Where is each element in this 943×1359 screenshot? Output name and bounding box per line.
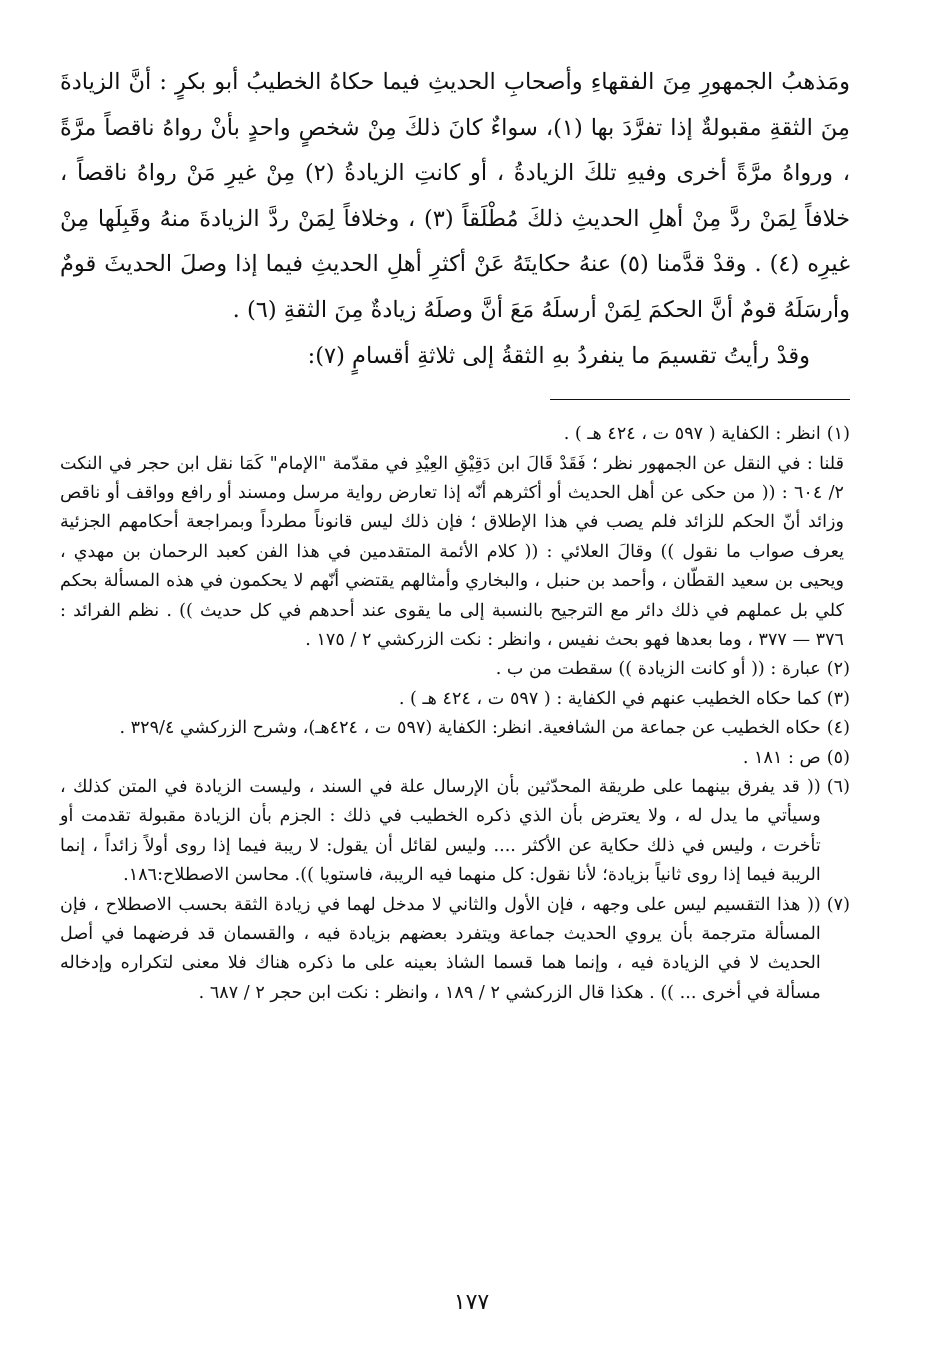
footnote-2 [60,655,850,684]
footnote-1-continuation [60,450,850,656]
footnote-7 [60,891,850,1009]
main-text [60,60,850,379]
footnote-5 [60,744,850,773]
footnote-text: (( قد يفرق بينهما على طريقة المحدّثين بأن الإرسال علة في السند ، وليست الزيادة في المتن كذلك ، وسيأتي ما يدل له ، ولا يعترض بأن الذي ذكره الخطيب في ذلك : الجزم بأن الزيادة مقبولة تقدمت أو تأخرت ، وليس في ذلك حكاية عن الأكثر .... وليس لقائل أن يقول: لا ريبة فيما إذا روى أولاً زائداً ، إنما الريبة فيما إذا روى ثانياً بزيادة؛ لأنا نقول: كل منهما فيه الريبة، فاستويا )). محاسن الاصطلاح:١٨٦. [60,777,821,886]
book-page [60,60,850,1008]
footnote-number: (٦) [826,777,850,798]
footnote-text: عبارة : (( أو كانت الزيادة )) سقطت من ب . [495,659,821,680]
footnote-1 [60,420,850,449]
footnote-number: (٣) [826,688,850,709]
footnote-number: (٥) [826,747,850,768]
footnote-text: حكاه الخطيب عن جماعة من الشافعية. انظر: الكفاية (٥٩٧ ت ، ٤٢٤هـ)، وشرح الزركشي ٣٢٩/٤ . [119,718,821,739]
footnote-number: (١) [826,424,850,445]
footnote-3 [60,685,850,714]
footnote-divider [550,399,850,400]
footnote-text: ص : ١٨١ . [742,747,821,768]
footnote-text: قلنا : في النقل عن الجمهور نظر ؛ فَقَدْ قَالَ ابن دَقِيْقِ العِيْدِ في مقدّمة "الإمام" كَمَا نقل ابن حجر في النكت ٢/ ٦٠٤ : (( من حكى عن أهل الحديث أو أكثرهم أنّه إذا تعارض رواية مرسل ومسند أو رافع وواقف أو ناقص وزائد أنّ الحكم للزائد فلم يصب في هذا الإطلاق ؛ فإن ذلك ليس قانوناً مطرداً وبمراجعة أحكامهم الجزئية يعرف صواب ما نقول )) وقالَ العلائي : (( كلام الأئمة المتقدمين في هذا الفن كعبد الرحمان بن مهدي ، ويحيى بن سعيد القطّان ، وأحمد بن حنبل ، والبخاري وأمثالهم يقتضي أنّهم لا يحكمون في هذه المسألة بحكم كلي بل عملهم في ذلك دائر مع الترجيح بالنسبة إلى ما يقوى عند أحدهم في كل حديث )) . نظم الفرائد : ٣٧٦ — ٣٧٧ ، وما بعدها فهو بحث نفيس ، وانظر : نكت الزركشي ٢ / ١٧٥ . [60,453,844,650]
footnote-number: (٧) [826,894,850,915]
page-number: ١٧٧ [453,1290,490,1315]
footnote-text: (( هذا التقسيم ليس على وجهه ، فإن الأول والثاني لا مدخل لهما في زيادة الثقة بحسب الاصطلاح ، فإن المسألة مترجمة بأن يروي الحديث جماعة ويتفرد بعضهم بزيادة فيه ، والقسمان قد فرضهما في أصل الحديث لا في الزيادة فيه ، وإنما هما قسما الشاذ بعينه على ما ذكره هناك فلا معنى لتكراره وإدخاله مسألة في أخرى ... )) . هكذا قال الزركشي ٢ / ١٨٩ ، وانظر : نكت ابن حجر ٢ / ٦٨٧ . [60,894,821,1003]
main-paragraph-1: ومَذهبُ الجمهورِ مِنَ الفقهاءِ وأصحابِ الحديثِ فيما حكاهُ الخطيبُ أبو بكرٍ : أنَّ الزيادةَ مِنَ الثقةِ مقبولةٌ إذا تفرَّدَ بها (١)، سواءٌ كانَ ذلكَ مِنْ شخصٍ واحدٍ بأنْ رواهُ ناقصاً مرَّةً ، ورواهُ مرَّةً أخرى وفيهِ تلكَ الزيادةُ ، أو كانتِ الزيادةُ (٢) مِنْ غيرِ مَنْ رواهُ ناقصاً ، خلافاً لِمَنْ ردَّ مِنْ أهلِ الحديثِ ذلكَ مُطْلَقاً (٣) ، وخلافاً لِمَنْ ردَّ الزيادةَ منهُ وقَبِلَها مِنْ غيرِه (٤) . وقدْ قدَّمنا (٥) عنهُ حكايتَهُ عَنْ أكثرِ أهلِ الحديثِ فيما إذا وصلَ الحديثَ قومٌ وأرسَلَهُ قومٌ أنَّ الحكمَ لِمَنْ أرسلَهُ مَعَ أنَّ وصلَهُ زيادةٌ مِنَ الثقةِ (٦) . [60,69,851,323]
footnote-6 [60,773,850,891]
footnote-text: كما حكاه الخطيب عنهم في الكفاية : ( ٥٩٧ ت ، ٤٢٤ هـ ) . [398,688,821,709]
footnote-4 [60,714,850,743]
footnote-number: (٤) [826,718,850,739]
footnotes [60,420,850,1008]
main-paragraph-2: وقدْ رأيتُ تقسيمَ ما ينفردُ بهِ الثقةُ إلى ثلاثةِ أقسامٍ (٧): [307,342,810,369]
footnote-number: (٢) [826,659,850,680]
footnote-text: انظر : الكفاية ( ٥٩٧ ت ، ٤٢٤ هـ ) . [563,424,821,445]
